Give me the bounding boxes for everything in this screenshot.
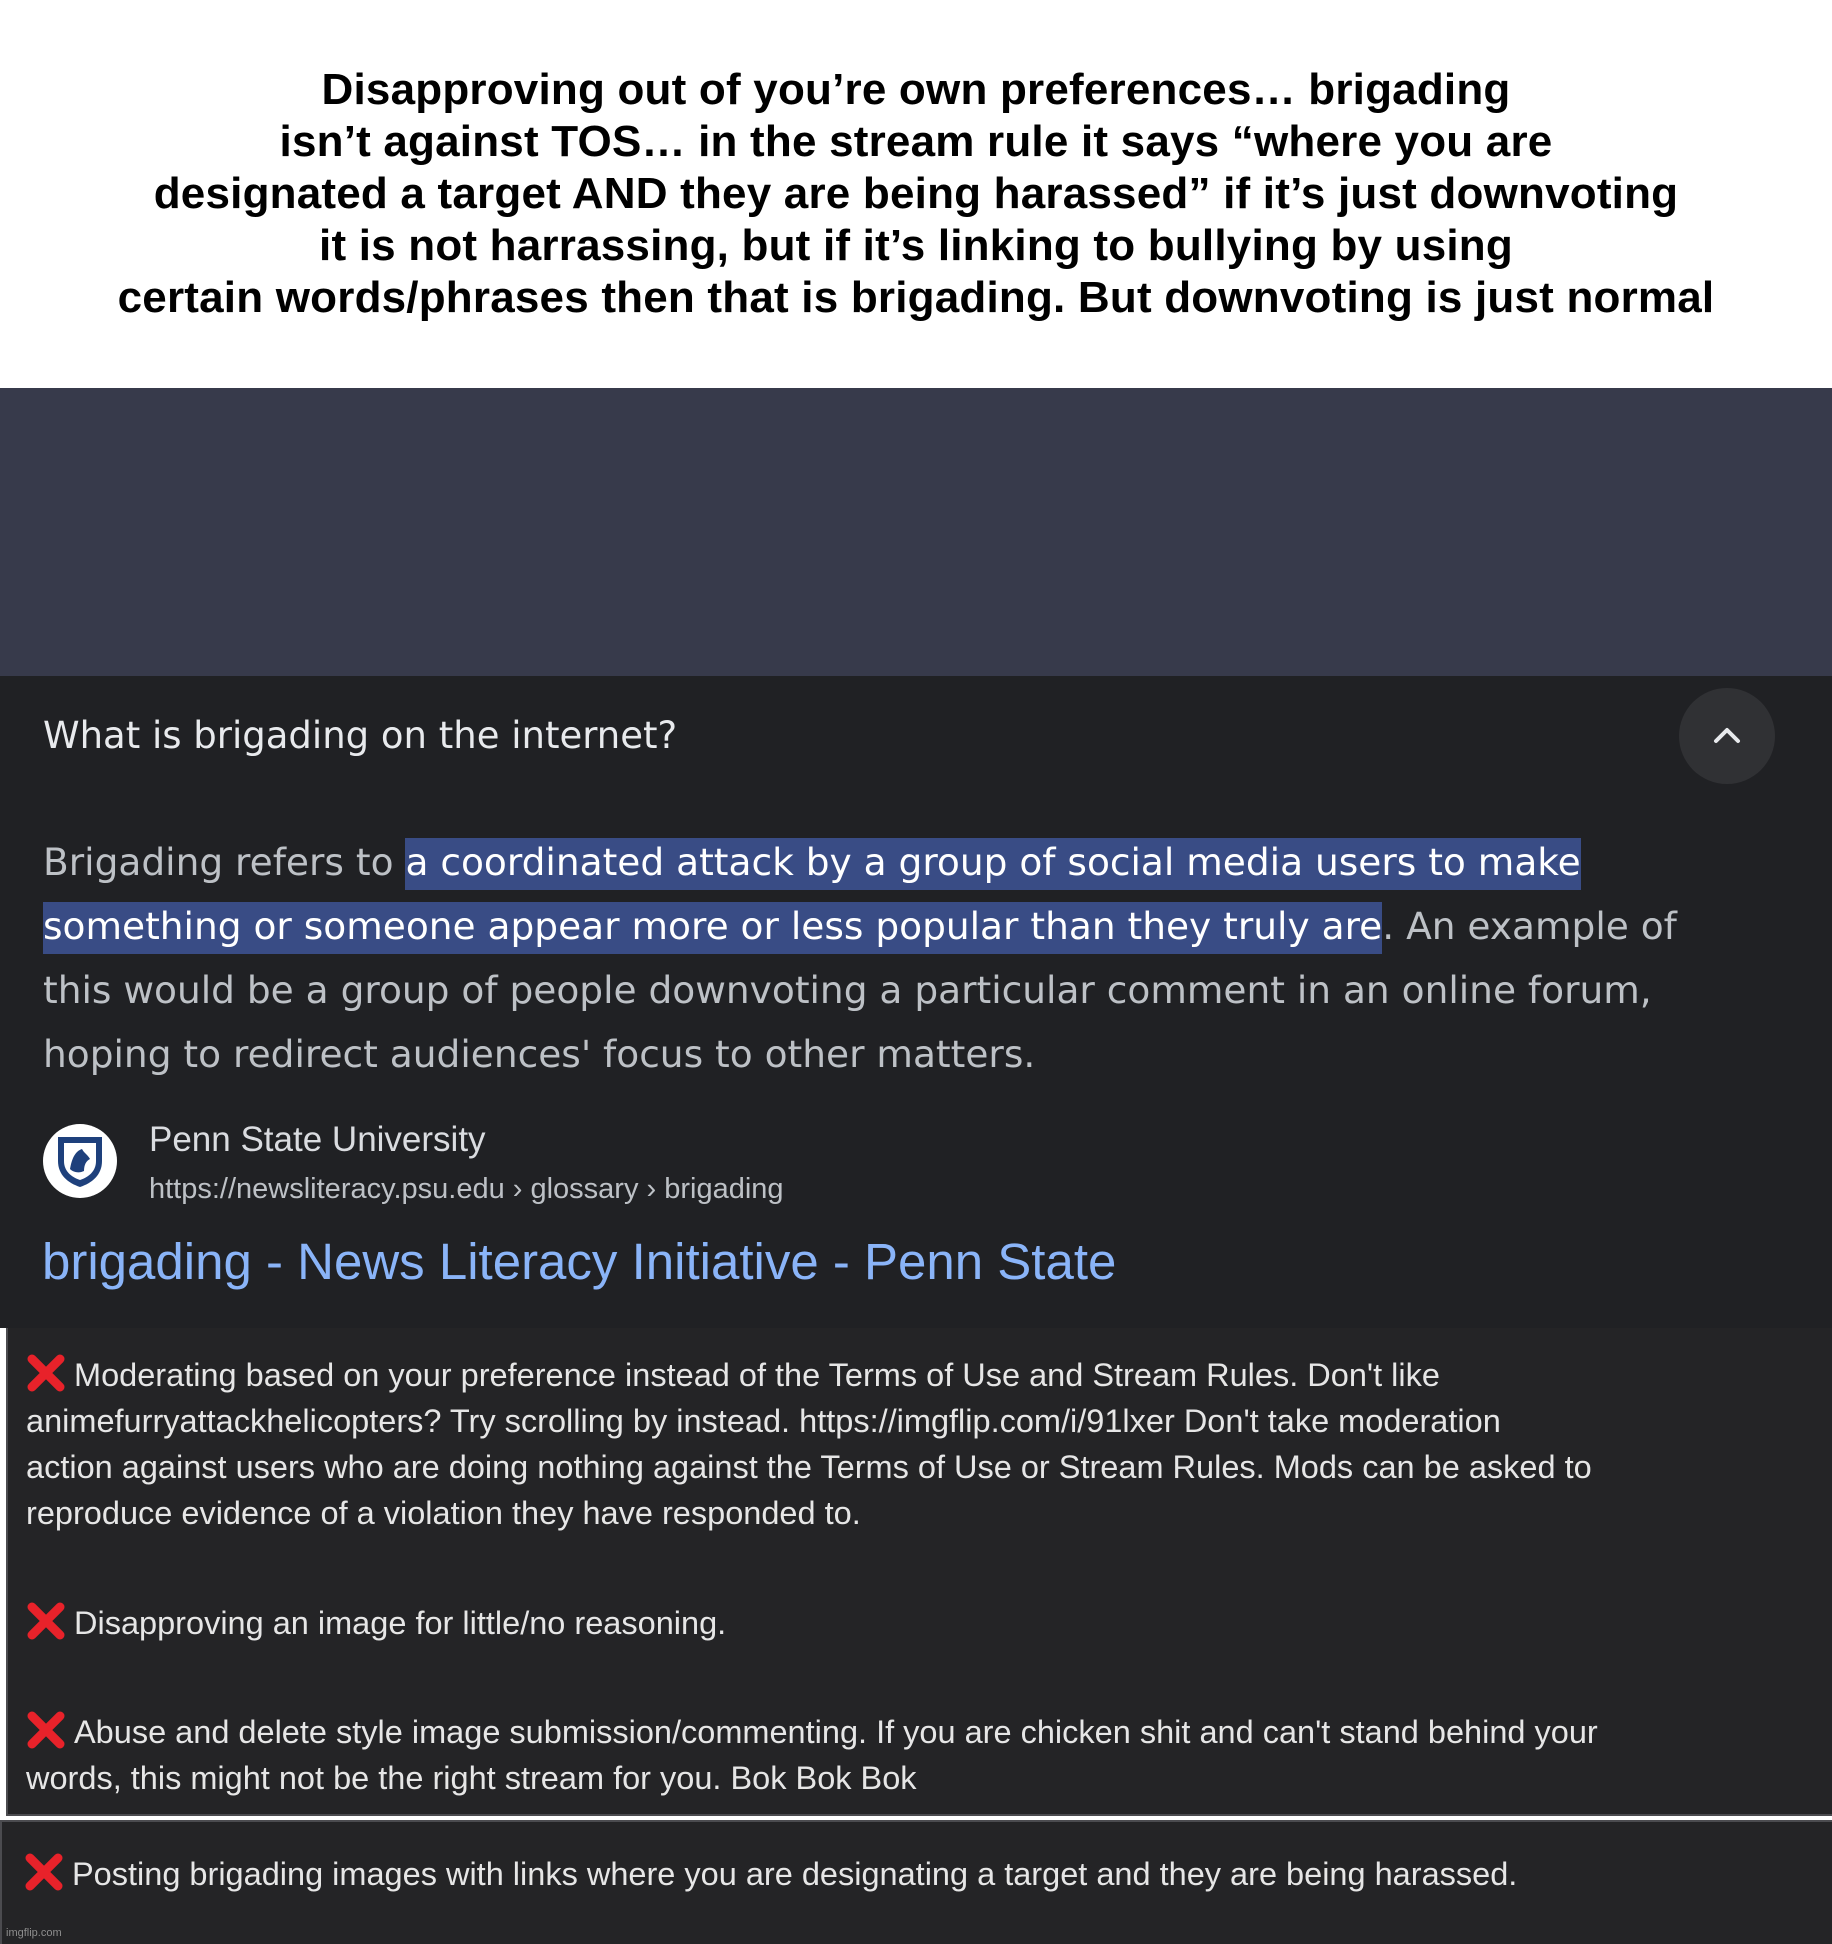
rule-line: reproduce evidence of a violation they have responded to. bbox=[26, 1495, 861, 1531]
cross-mark-icon bbox=[24, 1852, 64, 1892]
rule-line: action against users who are doing nothing against the Terms of Use or Stream Rules. Mods can be asked to bbox=[26, 1449, 1592, 1485]
answer-highlight: a coordinated attack by a group of social media users to make bbox=[405, 838, 1580, 890]
answer-text: hoping to redirect audiences' focus to other matters. bbox=[43, 1032, 1036, 1076]
caption-line: isn’t against TOS… in the stream rule it says “where you are bbox=[279, 117, 1553, 166]
rule-item bbox=[24, 1851, 1517, 1897]
rule-line: animefurryattackhelicopters? Try scrolling by instead. https://imgflip.com/i/91lxer Don't take moderation bbox=[26, 1403, 1501, 1439]
penn-state-shield-icon[interactable] bbox=[43, 1124, 117, 1198]
meme-caption bbox=[0, 0, 1832, 388]
answer-text: this would be a group of people downvoting a particular comment in an online forum, bbox=[43, 968, 1652, 1012]
imgflip-watermark: imgflip.com bbox=[6, 1927, 62, 1939]
answer-highlight: something or someone appear more or less popular than they truly are bbox=[43, 902, 1382, 954]
result-title-link[interactable]: brigading - News Literacy Initiative - Penn State bbox=[42, 1233, 1117, 1290]
source-name[interactable]: Penn State University bbox=[149, 1120, 486, 1159]
cross-mark-icon bbox=[26, 1601, 66, 1641]
rule-line: Disapproving an image for little/no reasoning. bbox=[74, 1605, 727, 1641]
chevron-up-icon bbox=[1707, 716, 1747, 756]
cross-mark-icon bbox=[26, 1710, 66, 1750]
cross-mark-icon bbox=[26, 1353, 66, 1393]
caption-line: designated a target AND they are being harassed” if it’s just downvoting bbox=[153, 169, 1679, 218]
answer-text: . An example of bbox=[1382, 904, 1677, 948]
rule-item bbox=[26, 1709, 1598, 1801]
rule-item bbox=[26, 1600, 726, 1646]
rule-line: words, this might not be the right stream for you. Bok Bok Bok bbox=[26, 1760, 917, 1796]
rule-item bbox=[26, 1352, 1592, 1536]
screenshot-top-band bbox=[0, 388, 1832, 676]
caption-line: certain words/phrases then that is brigading. But downvoting is just normal bbox=[117, 273, 1715, 322]
rule-line: Moderating based on your preference instead of the Terms of Use and Stream Rules. Don't like bbox=[74, 1357, 1440, 1393]
snippet-answer bbox=[43, 830, 1783, 1086]
caption-line: it is not harrassing, but if it’s linking to bullying by using bbox=[319, 221, 1513, 270]
shield-icon bbox=[54, 1133, 106, 1189]
rule-line: Abuse and delete style image submission/commenting. If you are chicken shit and can't stand behind your bbox=[74, 1714, 1598, 1750]
snippet-question[interactable]: What is brigading on the internet? bbox=[43, 714, 678, 757]
collapse-button[interactable] bbox=[1679, 688, 1775, 784]
caption-line: Disapproving out of you’re own preferences… brigading bbox=[321, 65, 1511, 114]
source-url[interactable]: https://newsliteracy.psu.edu › glossary › brigading bbox=[149, 1173, 784, 1205]
caption-text bbox=[8, 64, 1824, 324]
rule-line: Posting brigading images with links where you are designating a target and they are being harassed. bbox=[72, 1856, 1518, 1892]
answer-prefix: Brigading refers to bbox=[43, 840, 406, 884]
